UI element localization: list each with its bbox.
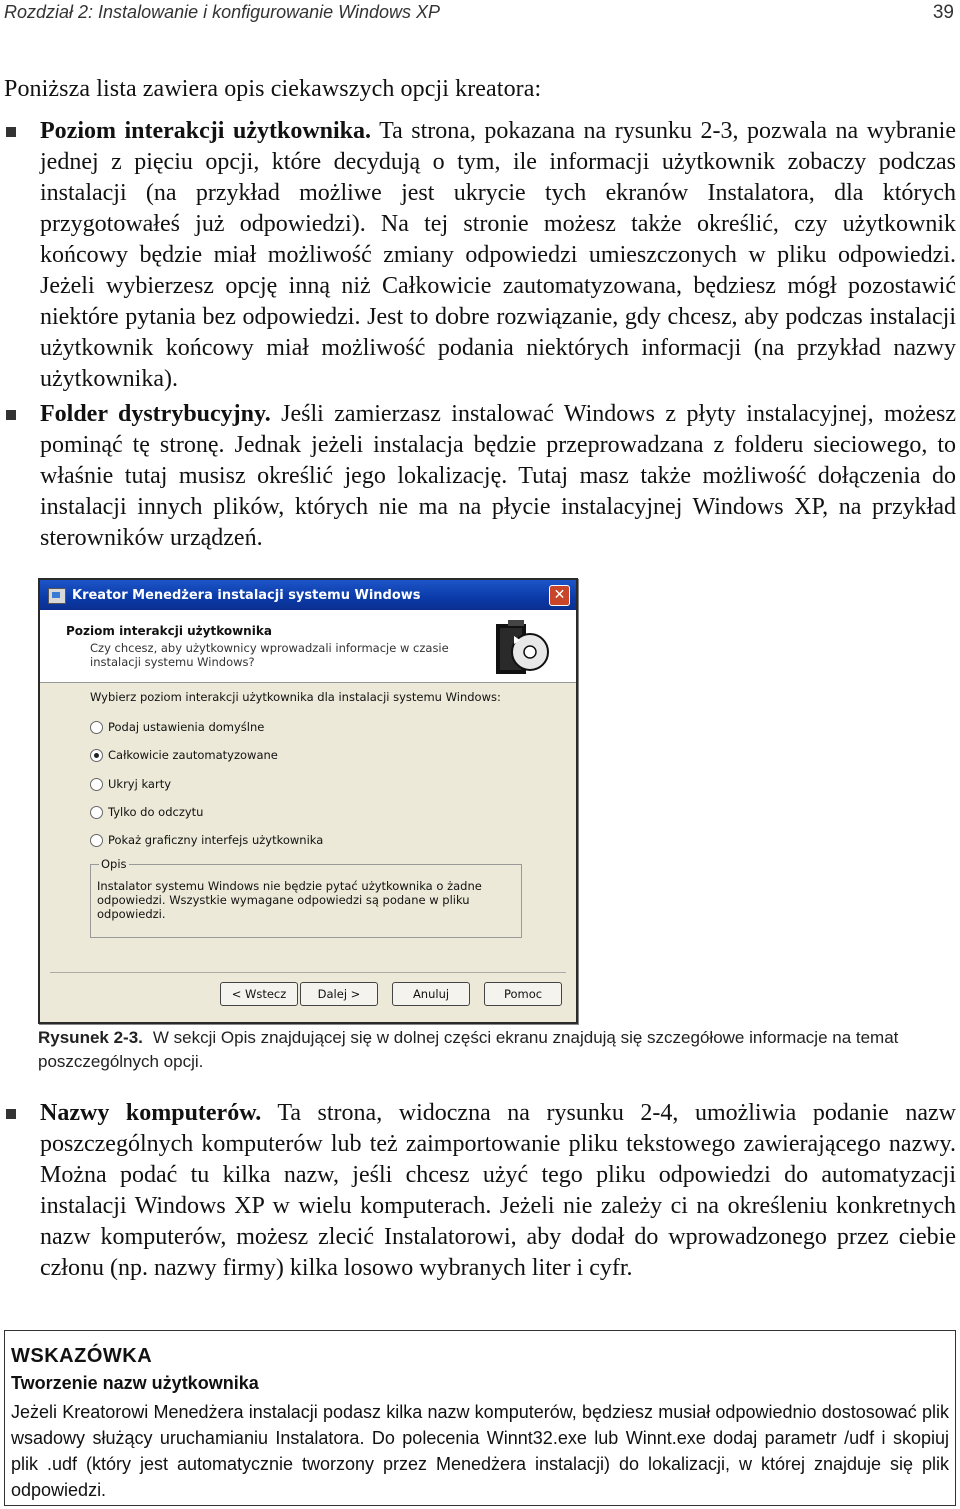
dialog-heading: Poziom interakcji użytkownika [66,624,272,638]
list-item-lead: Poziom interakcji użytkownika. [40,118,372,144]
list-item-text: Ta strona, pokazana na rysunku 2-3, pozwala na wybranie jednej z pięciu opcji, które decydują o tym, ile informacji użytkownik zobaczy podczas instalacji (na przykład możliwe jest ukrycie tych ekranów Instalatora, dla których przygotowałeś już odpowiedzi). Na tej stronie możesz także określić, czy użytkownik końcowy będzie miał możliwość zmiany odpowiedzi umieszczonych w pliku odpowiedzi. Jeżeli wybierzesz opcję inną niż Całkowicie zautomatyzowana, będziesz mógł pozostawić niektóre pytania bez odpowiedzi. Jest to dobre rozwiązanie, gdy chcesz, aby podczas instalacji użytkownik końcowy miał możliwość podania niektórych informacji (na przykład nazwy użytkownika). [40,118,956,392]
dialog-titlebar[interactable] [40,580,576,610]
dialog-title: Kreator Menedżera instalacji systemu Windows [72,588,421,603]
wizard-dialog [38,578,578,1024]
description-group [90,857,522,938]
radio-button[interactable] [90,721,103,734]
radio-label: Tylko do odczytu [108,805,204,819]
list-item-lead: Nazwy komputerów. [40,1100,262,1126]
page-number: 39 [932,2,954,23]
wizard-app-icon [48,588,66,604]
tip-box [4,1330,956,1506]
chapter-title: Rozdział 2: Instalowanie i konfigurowanie Windows XP [4,2,441,22]
options-prompt: Wybierz poziom interakcji użytkownika dla instalacji systemu Windows: [90,690,501,704]
cancel-button[interactable]: Anuluj [392,982,470,1006]
list-item-lead: Folder dystrybucyjny. [40,401,271,427]
tip-subheading: Tworzenie nazw użytkownika [11,1373,259,1393]
option-description: Instalator systemu Windows nie będzie pytać użytkownika o żadne odpowiedzi. Wszystkie wymagane odpowiedzi są podane w pliku odpowiedzi. [97,879,482,921]
dialog-subheading: Czy chcesz, aby użytkownicy wprowadzali informacje w czasie instalacji systemu Windows? [90,641,449,669]
button-separator [50,972,566,973]
help-button[interactable]: Pomoc [484,982,562,1006]
bullet-square-icon [6,410,16,420]
back-button[interactable]: < Wstecz [220,982,298,1006]
radio-label: Pokaż graficzny interfejs użytkownika [108,833,324,847]
list-item [4,399,956,559]
radio-button[interactable] [90,806,103,819]
tip-body: Jeżeli Kreatorowi Menedżera instalacji podasz kilka nazw komputerów, będziesz musiał odpowiednio dostosować plik wsadowy służący uruchamianiu Instalatora. Do polecenia Winnt32.exe lub Winnt.exe dodaj parametr /udf i skopiuj plik .udf (który jest automatycznie tworzony przez Menedżera instalacji) do lokalizacji, w której znajduje się plik odpowiedzi. [11,1402,949,1500]
list-item-text: Ta strona, widoczna na rysunku 2-4, umożliwia podanie nazw poszczególnych komputerów lub też zaimportowanie pliku tekstowego zawierającego nazwy. Można podać tu kilka nazw, jeśli chcesz użyć tego pliku odpowiedzi do automatyzacji instalacji Windows XP w wielu komputerach. Jeżeli nie zależy ci na określeniu konkretnych nazw komputerów, możesz zlecić Instalatorowi, aby dodał do wprowadzonego przez ciebie członu (np. nazwy firmy) kilka losowo wybranych liter i cyfr. [40,1100,956,1281]
bullet-square-icon [6,127,16,137]
radio-button[interactable] [90,834,103,847]
figure-caption-text: W sekcji Opis znajdującej się w dolnej części ekranu znajdują się szczegółowe informacje na temat poszczególnych opcji. [38,1028,899,1071]
next-button[interactable]: Dalej > [300,982,378,1006]
close-button[interactable]: ✕ [549,585,570,606]
radio-button[interactable] [90,778,103,791]
intro-paragraph: Poniższa lista zawiera opis ciekawszych opcji kreatora: [4,76,542,102]
list-item-text: Jeśli zamierzasz instalować Windows z płyty instalacyjnej, możesz pominąć tę stronę. Jednak jeżeli instalacja będzie przeprowadzana z folderu sieciowego, to właśnie tutaj musisz określić jego lokalizację. Tutaj masz także możliwość dołączenia do instalacji innych plików, których nie ma na płycie instalacyjnej Windows XP, na przykład sterowników urządzeń. [40,401,956,551]
cd-box-icon [494,616,550,678]
list-item [4,1098,956,1318]
figure-caption [38,1026,956,1074]
bullet-square-icon [6,1109,16,1119]
radio-label: Podaj ustawienia domyślne [108,720,265,734]
tip-heading: WSKAZÓWKA [11,1345,153,1367]
list-item [4,116,956,396]
group-label: Opis [101,857,127,871]
page-header [4,2,954,26]
radio-label: Ukryj karty [108,777,172,791]
dialog-header-panel [40,610,576,683]
radio-button-selected[interactable] [90,749,103,762]
radio-label: Całkowicie zautomatyzowane [108,748,278,762]
figure-label: Rysunek 2-3. [38,1028,143,1047]
